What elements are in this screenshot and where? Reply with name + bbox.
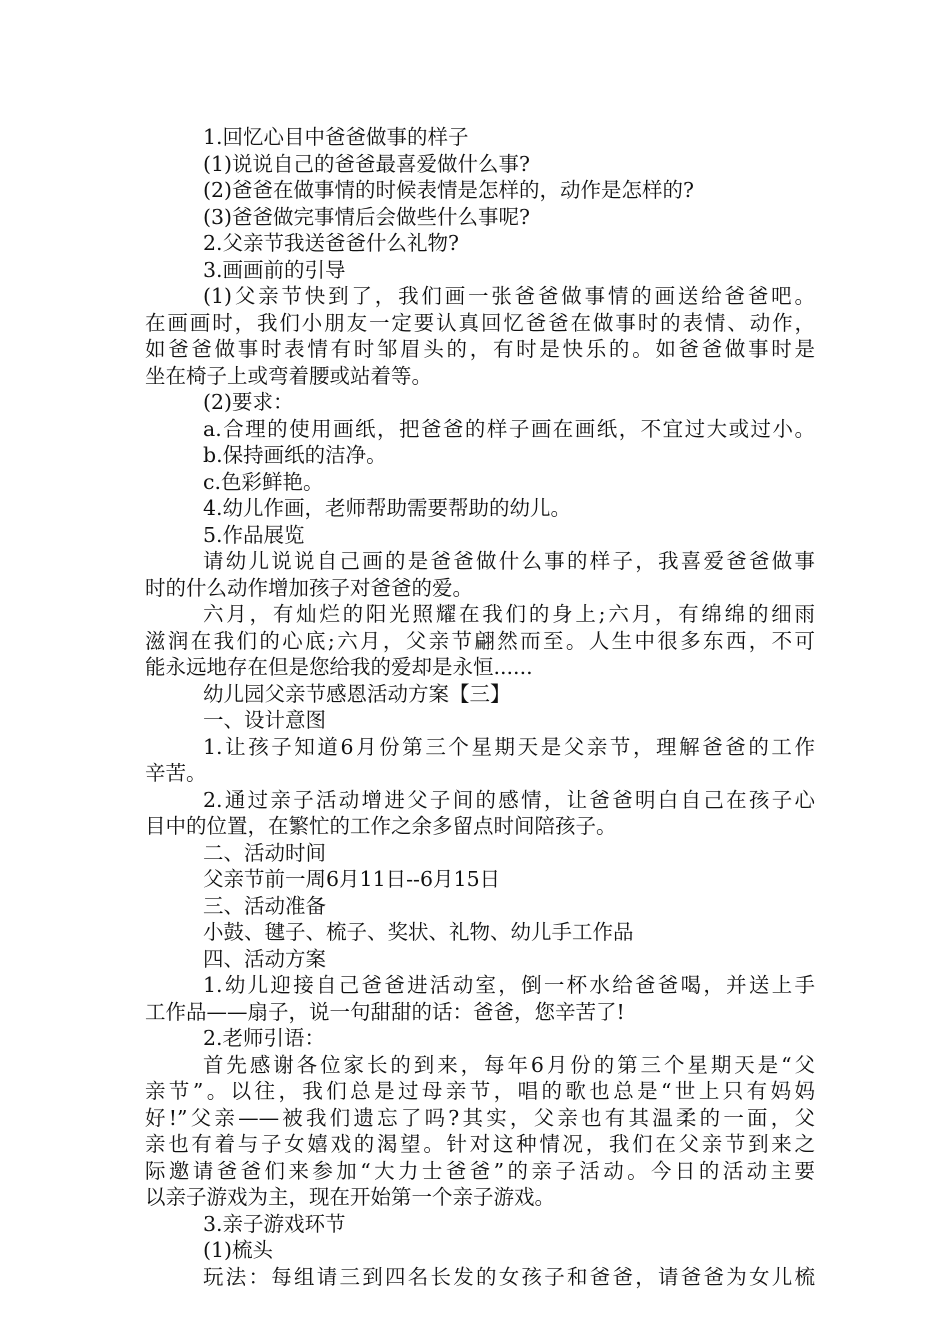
text-line: 2.老师引语： [203, 1026, 326, 1050]
text-line: 1.让孩子知道6月份第三个星期天是父亲节，理解爸爸的工作 [203, 734, 815, 759]
text-line: 三、活动准备 [203, 893, 326, 918]
text-line: 以亲子游戏为主，现在开始第一个亲子游戏。 [145, 1185, 555, 1209]
text-line: 一、设计意图 [203, 708, 326, 732]
text-line: (1)说说自己的爸爸最喜爱做什么事? [203, 151, 531, 176]
text-line: 坐在椅子上或弯着腰或站着等。 [145, 363, 432, 388]
text-line: 3.画画前的引导 [203, 257, 346, 282]
text-line: a.合理的使用画纸，把爸爸的样子画在画纸，不宜过大或过小。 [203, 416, 815, 441]
text-line: 1.幼儿迎接自己爸爸进活动室，倒一杯水给爸爸喝，并送上手 [203, 973, 815, 997]
text-line: (3)爸爸做完事情后会做些什么事呢? [203, 204, 531, 229]
text-line: b.保持画纸的洁净。 [203, 443, 387, 467]
text-line: 3.亲子游戏环节 [203, 1211, 346, 1236]
text-line: 1.回忆心目中爸爸做事的样子 [203, 125, 469, 149]
text-line: (2)要求： [203, 390, 294, 414]
text-line: 好!”父亲——被我们遗忘了吗?其实，父亲也有其温柔的一面，父 [145, 1105, 815, 1130]
text-line: 2.通过亲子活动增进父子间的感情，让爸爸明白自己在孩子心 [203, 787, 815, 812]
text-line: 滋润在我们的心底;六月，父亲节翩然而至。人生中很多东西，不可 [145, 628, 815, 653]
text-line: 能永远地存在但是您给我的爱却是永恒...... [145, 655, 533, 679]
text-line: c.色彩鲜艳。 [203, 469, 324, 494]
text-line: 辛苦。 [145, 761, 207, 785]
text-line: 亲也有着与子女嬉戏的渴望。针对这种情况，我们在父亲节到来之 [145, 1132, 815, 1156]
text-line: 如爸爸做事时表情有时邹眉头的，有时是快乐的。如爸爸做事时是 [145, 337, 815, 361]
text-line: 小鼓、毽子、梳子、奖状、礼物、幼儿手工作品 [203, 920, 634, 944]
text-line: 二、活动时间 [203, 840, 326, 865]
text-line: 时的什么动作增加孩子对爸爸的爱。 [145, 575, 473, 600]
text-line: 六月，有灿烂的阳光照耀在我们的身上;六月，有绵绵的细雨 [203, 602, 815, 626]
text-line: 四、活动方案 [203, 946, 326, 971]
text-line: 2.父亲节我送爸爸什么礼物? [203, 231, 460, 255]
text-line: 目中的位置，在繁忙的工作之余多留点时间陪孩子。 [145, 814, 617, 838]
text-line: 玩法：每组请三到四名长发的女孩子和爸爸，请爸爸为女儿梳 [203, 1264, 815, 1289]
text-line: 父亲节前一周6月11日--6月15日 [203, 867, 501, 891]
text-line: (1)梳头 [203, 1238, 274, 1262]
text-line: 幼儿园父亲节感恩活动方案【三】 [203, 681, 511, 706]
text-line: 5.作品展览 [203, 522, 305, 547]
text-line: (2)爸爸在做事情的时候表情是怎样的，动作是怎样的? [203, 178, 695, 202]
text-line: 4.幼儿作画，老师帮助需要帮助的幼儿。 [203, 496, 572, 520]
document-page [145, 124, 815, 1290]
text-line: 际邀请爸爸们来参加“大力士爸爸”的亲子活动。今日的活动主要 [145, 1158, 815, 1183]
text-line: 首先感谢各位家长的到来，每年6月份的第三个星期天是“父 [203, 1052, 815, 1077]
text-line: (1)父亲节快到了，我们画一张爸爸做事情的画送给爸爸吧。 [203, 284, 815, 308]
text-line: 在画画时，我们小朋友一定要认真回忆爸爸在做事时的表情、动作， [145, 310, 815, 335]
text-line: 请幼儿说说自己画的是爸爸做什么事的样子，我喜爱爸爸做事 [203, 549, 815, 573]
text-line: 亲节”。以往，我们总是过母亲节，唱的歌也总是“世上只有妈妈 [145, 1079, 815, 1103]
text-line: 工作品——扇子，说一句甜甜的话：爸爸，您辛苦了! [145, 999, 625, 1024]
